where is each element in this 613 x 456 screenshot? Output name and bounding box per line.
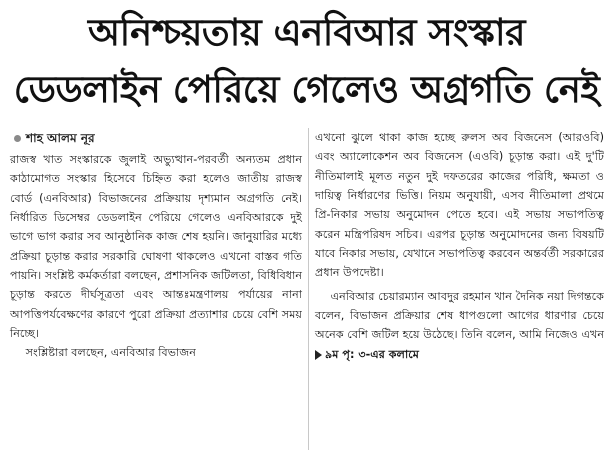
headline bbox=[8, 4, 605, 118]
right-paragraph-1: এখনো ঝুলে থাকা কাজ হচ্ছে রুলস অব বিজনেস (আরওবি) এবং অ্যালোকেশন অব বিজনেস (এওবি) চূড়ান্ত করা। এই দু'টি নীতিমালাই মূলত নতুন দুই দফতরের কাজের পরিধি, ক্ষমতা ও দায়িত্ব নির্ধারণের ভিত্তি। নিয়ম অনুযায়ী, এসব নীতিমালা প্রথমে প্রি-নিকার সভায় অনুমোদন পেতে হবে। এই সভায় সভাপতিত্ব করেন মন্ত্রিপরিষদ সচিব। এরপর চূড়ান্ত অনুমোদনের জন্য বিষয়টি যাবে নিকার সভায়, যেখানে সভাপতিত্ব করবেন অন্তর্বর্তী সরকারের প্রধান উপদেষ্টা। bbox=[315, 131, 604, 280]
continuation-text: ৯ম পৃ: ৩-এর কলামে bbox=[325, 347, 419, 361]
headline-line-1: অনিশ্চয়তায় এনবিআর সংস্কার bbox=[88, 11, 525, 54]
bullet-icon bbox=[14, 135, 21, 142]
triangle-right-icon bbox=[315, 350, 322, 360]
right-paragraph-2-text: এনবিআর চেয়ারম্যান আবদুর রহমান খান দৈনিক নয়া দিগন্তকে বলেন, বিভাজন প্রক্রিয়ার শেষ ধাপগুলো আগের ধারণার চেয়ে অনেক বেশি জটিল হয়ে উঠেছে। তিনি বলেন, আমি নিজেও এখন bbox=[315, 289, 604, 342]
right-paragraph-2 bbox=[315, 287, 604, 364]
left-paragraph-2: সংশ্লিষ্টারা বলছেন, এনবিআর বিভাজন bbox=[25, 346, 196, 360]
left-paragraph-1: রাজস্ব খাত সংস্কারকে জুলাই অভ্যুত্থান-পরবর্তী অন্যতম প্রধান কাঠামোগত সংস্কার হিসেবে চিহ্নিত করা হলেও জাতীয় রাজস্ব বোর্ড (এনবিআর) বিভাজনের প্রক্রিয়ায় দৃশ্যমান অগ্রগতি নেই। নির্ধারিত ডিসেম্বর ডেডলাইন পেরিয়ে গেলেও এনবিআরকে দুই ভাগে ভাগ করার সব আনুষ্ঠানিক কাজ শেষ হয়নি। জানুয়ারির মধ্যে প্রক্রিয়া চূড়ান্ত করার সরকারি ঘোষণা থাকলেও এখনো বাস্তব গতি পায়নি। সংশ্লিষ্ট কর্মকর্তারা বলছেন, প্রশাসনিক জটিলতা, বিধিবিধান চূড়ান্ত করতে দীর্ঘসূত্রতা এবং আন্তঃমন্ত্রণালয় পর্যায়ের নানা আপত্তিপর্যবেক্ষণের কারণে পুরো প্রক্রিয়া প্রত্যাশার চেয়ে বেশি সময় নিচ্ছে। bbox=[10, 153, 302, 341]
article-column-left bbox=[10, 150, 302, 363]
article-column-right bbox=[315, 128, 604, 364]
headline-line-2: ডেডলাইন পেরিয়ে গেলেও অগ্রগতি নেই bbox=[13, 68, 600, 111]
byline bbox=[14, 130, 95, 150]
continuation-jump bbox=[315, 348, 419, 361]
column-divider bbox=[308, 128, 309, 450]
byline-author: শাহ আলম নূর bbox=[26, 131, 95, 145]
